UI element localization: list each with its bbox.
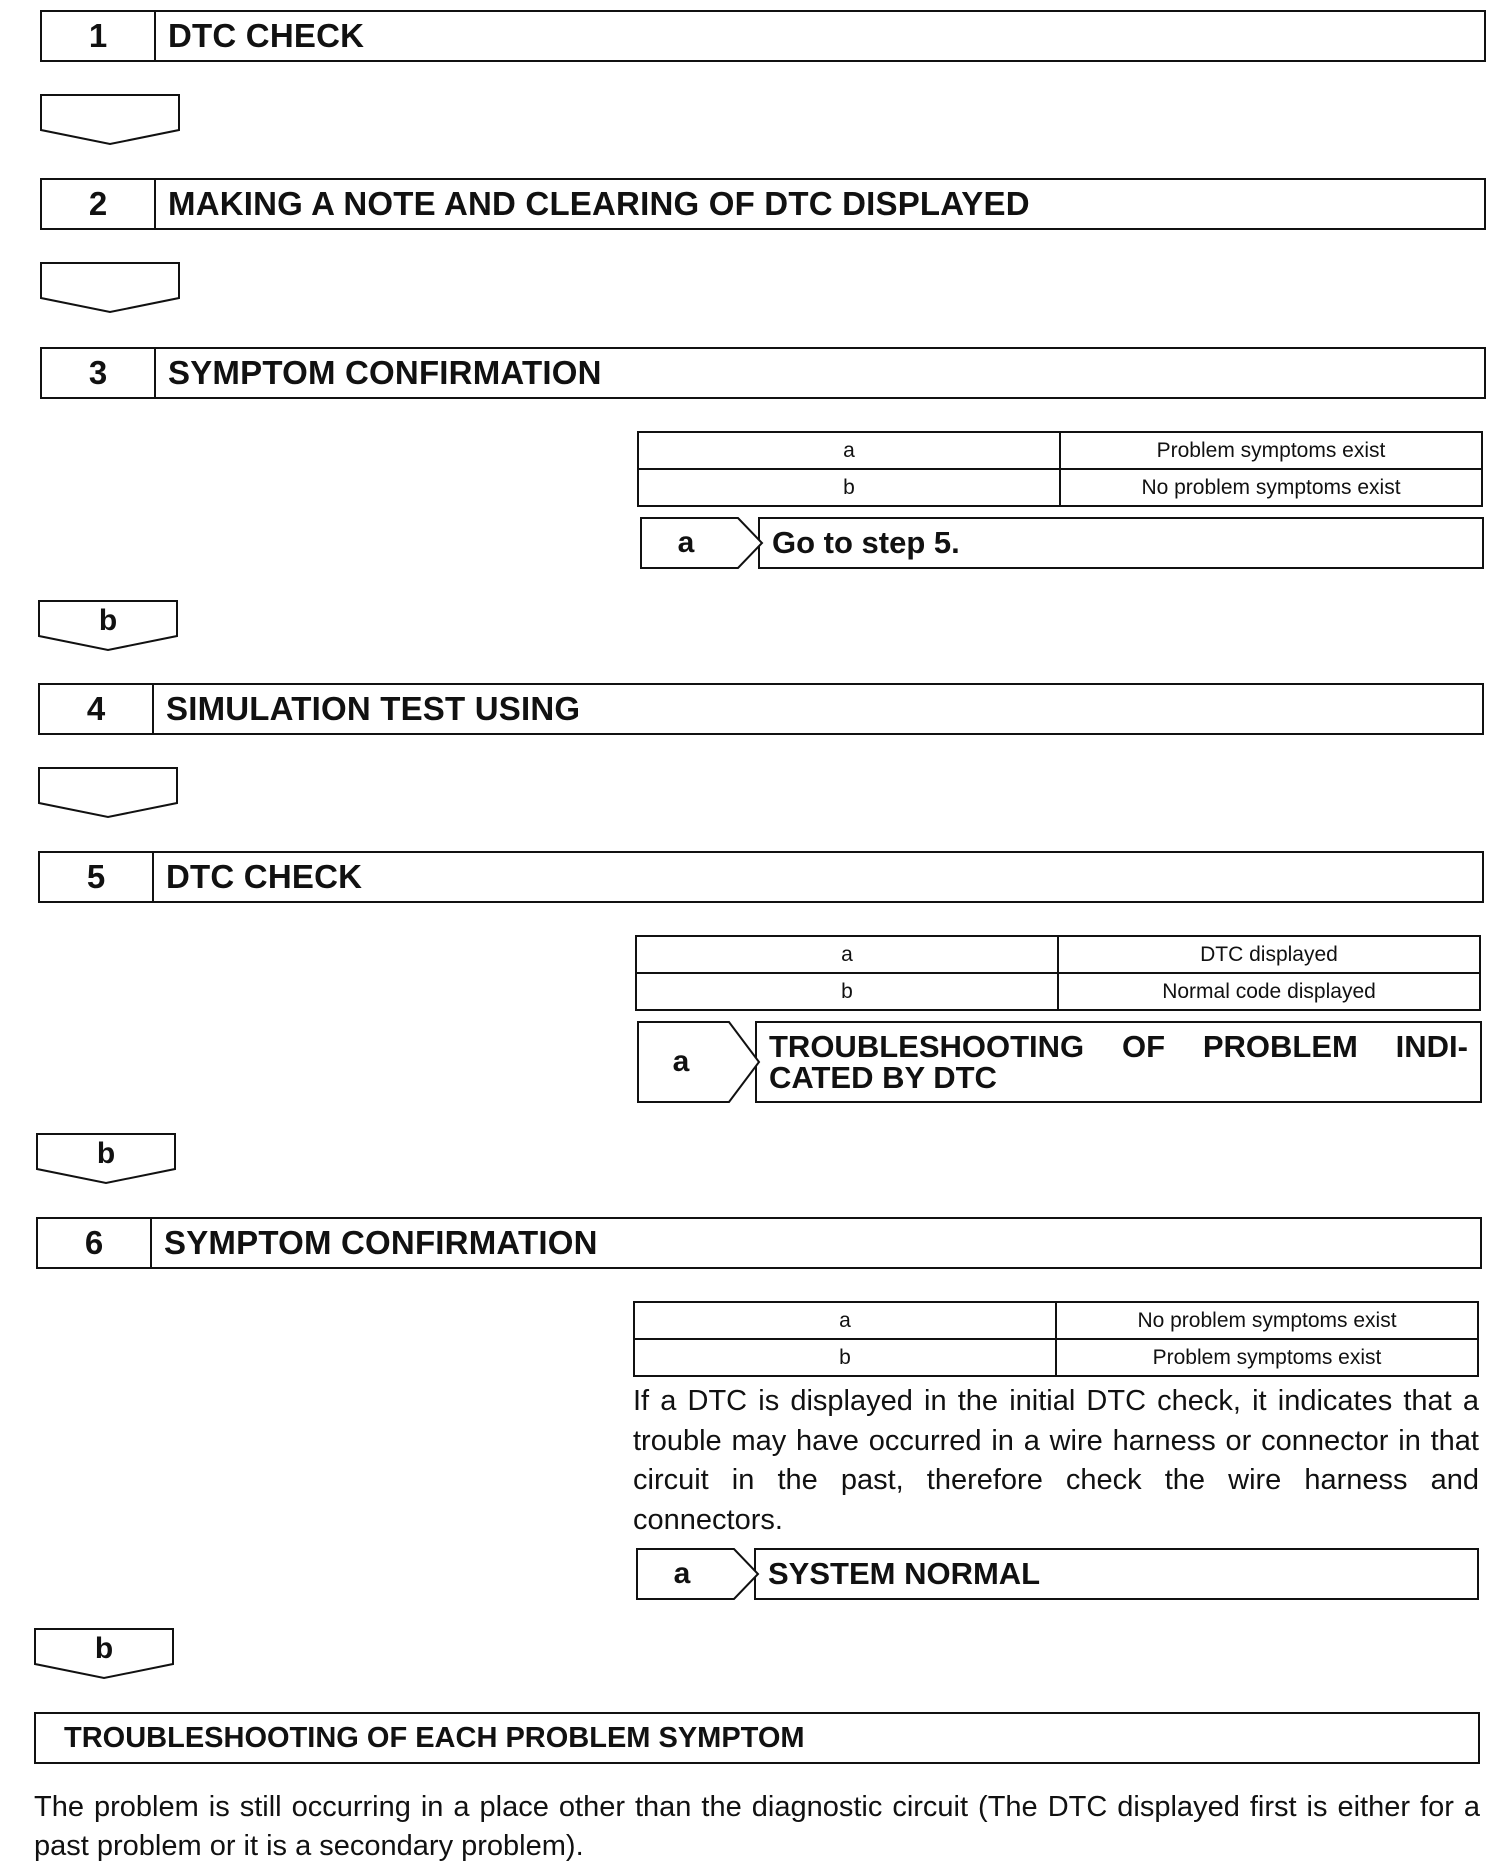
final-description: The problem is still occurring in a place other than the diagnostic circuit (The DTC displayed first is either for a past problem or it is a secondary problem).: [34, 1791, 1480, 1862]
condition-code: b: [634, 1339, 1056, 1376]
table-row: [638, 432, 1482, 469]
step-title: DTC CHECK: [168, 17, 365, 54]
result-tag-label: a: [672, 1045, 690, 1078]
result-arrow-tag: [637, 1021, 765, 1103]
step-title: DTC CHECK: [166, 858, 363, 895]
table-row: [636, 973, 1480, 1010]
step-3-box: [40, 347, 1486, 399]
arrow-label: b: [96, 1137, 116, 1170]
step-5-result: [637, 1021, 1482, 1103]
step-3-condition-table: [637, 431, 1483, 507]
step-title: SYMPTOM CONFIRMATION: [168, 354, 602, 391]
step-number: 2: [42, 180, 156, 228]
result-arrow-tag: [636, 1548, 764, 1600]
arrow-label: b: [94, 1632, 114, 1665]
step-4-box: [38, 683, 1484, 735]
condition-desc: No problem symptoms exist: [1060, 469, 1482, 506]
step-6-note: If a DTC is displayed in the initial DTC check, it indicates that a trouble may have occurred in a wire harness or connector in that circuit in the past, therefore check the wire harness and connectors.: [633, 1385, 1479, 1536]
table-row: [634, 1302, 1478, 1339]
step-5-box: [38, 851, 1484, 903]
condition-desc: DTC displayed: [1058, 936, 1480, 973]
step-6-result: [636, 1548, 1479, 1600]
step-number: 6: [38, 1219, 152, 1267]
flow-arrow: [38, 600, 178, 652]
result-text: SYSTEM NORMAL: [754, 1548, 1479, 1600]
final-step-box: TROUBLESHOOTING OF EACH PROBLEM SYMPTOM: [34, 1712, 1480, 1764]
table-row: [634, 1339, 1478, 1376]
condition-code: a: [636, 936, 1058, 973]
condition-desc: Problem symptoms exist: [1060, 432, 1482, 469]
step-title: SYMPTOM CONFIRMATION: [164, 1224, 598, 1261]
condition-code: b: [638, 469, 1060, 506]
result-text: Go to step 5.: [758, 517, 1484, 569]
condition-desc: Normal code displayed: [1058, 973, 1480, 1010]
step-number: 5: [40, 853, 154, 901]
step-title: MAKING A NOTE AND CLEARING OF DTC DISPLAYED: [168, 185, 1030, 222]
condition-code: a: [638, 432, 1060, 469]
flow-arrow: [34, 1628, 174, 1680]
result-tag-label: a: [677, 526, 695, 559]
step-6-condition-table: [633, 1301, 1479, 1377]
arrow-label: b: [98, 604, 118, 637]
step-1-box: [40, 10, 1486, 62]
step-6-box: [36, 1217, 1482, 1269]
step-number: 4: [40, 685, 154, 733]
condition-desc: Problem symptoms exist: [1056, 1339, 1478, 1376]
flow-arrow: [38, 767, 178, 819]
step-number: 3: [42, 349, 156, 397]
step-5-condition-table: [635, 935, 1481, 1011]
result-arrow-tag: [640, 517, 768, 569]
condition-code: b: [636, 973, 1058, 1010]
flow-arrow: [40, 262, 180, 314]
condition-desc: No problem symptoms exist: [1056, 1302, 1478, 1339]
step-3-result: [640, 517, 1484, 569]
step-2-box: [40, 178, 1486, 230]
table-row: [636, 936, 1480, 973]
condition-code: a: [634, 1302, 1056, 1339]
flow-arrow: [36, 1133, 176, 1185]
result-tag-label: a: [673, 1557, 691, 1590]
flow-arrow: [40, 94, 180, 146]
table-row: [638, 469, 1482, 506]
result-text: TROUBLESHOOTING OF PROBLEM INDI- CATED BY DTC: [755, 1021, 1482, 1103]
step-number: 1: [42, 12, 156, 60]
step-title: SIMULATION TEST USING: [166, 690, 581, 727]
